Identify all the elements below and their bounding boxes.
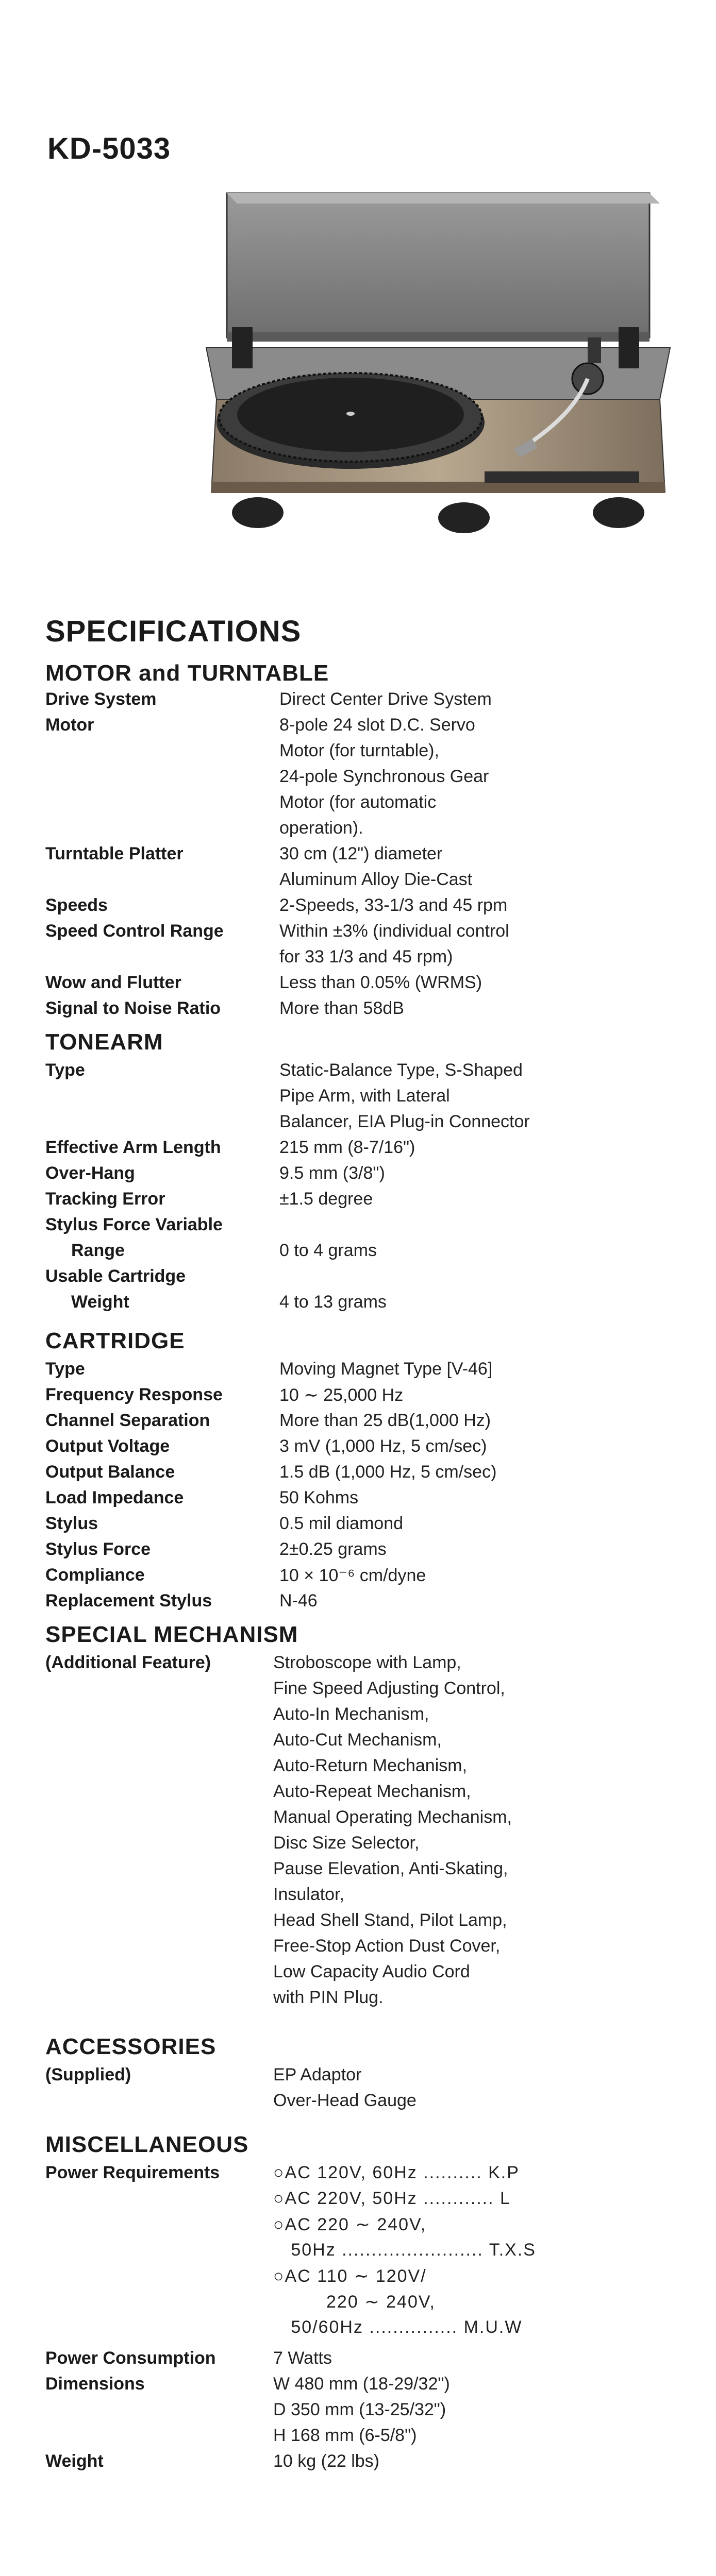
platter (217, 373, 485, 469)
accessory-line (0, 2091, 716, 2116)
spec-value: N-46 (279, 1591, 318, 1611)
spec-label: Type (45, 1359, 85, 1379)
power-line (0, 2292, 716, 2317)
spec-value: Auto-Return Mechanism, (273, 1756, 468, 1775)
spec-row-wow-flutter (0, 973, 716, 998)
spec-label: Dimensions (45, 2374, 145, 2394)
foot-right (593, 497, 644, 528)
spec-row-stylus-force-variable (0, 1215, 716, 1241)
spec-value: Stroboscope with Lamp, (273, 1653, 461, 1672)
feature-line (0, 1988, 716, 2013)
cartridge-heading: CARTRIDGE (45, 1328, 185, 1353)
spec-row-motor-cont (0, 767, 716, 792)
spec-row-usable-cartridge-weight (0, 1292, 716, 1318)
spec-label: Speeds (45, 895, 108, 915)
spec-label: Frequency Response (45, 1385, 223, 1404)
spec-value: Auto-In Mechanism, (273, 1704, 429, 1724)
spec-value: 50 Kohms (279, 1488, 359, 1507)
power-line (0, 2240, 716, 2266)
spec-label: Channel Separation (45, 1411, 210, 1430)
spec-value: 3 mV (1,000 Hz, 5 cm/sec) (279, 1436, 487, 1456)
spec-label: Motor (45, 715, 94, 735)
spec-row-output-balance (0, 1462, 716, 1488)
spec-value: Less than 0.05% (WRMS) (279, 973, 482, 992)
spec-value: Motor (for turntable), (279, 741, 439, 760)
spec-label: Wow and Flutter (45, 973, 181, 992)
spec-value: More than 58dB (279, 998, 404, 1018)
spec-label: Power Consumption (45, 2348, 216, 2368)
hinge-right (619, 327, 639, 368)
spec-value: 8-pole 24 slot D.C. Servo (279, 715, 475, 735)
spec-row-snr (0, 998, 716, 1024)
accessories-heading: ACCESSORIES (45, 2034, 217, 2059)
spec-value: for 33 1/3 and 45 rpm) (279, 947, 453, 967)
spec-value: Free-Stop Action Dust Cover, (273, 1936, 501, 1956)
spec-value: with PIN Plug. (273, 1988, 384, 2007)
spec-label: Over-Hang (45, 1163, 135, 1183)
spec-row-effective-arm (0, 1138, 716, 1163)
spec-value: ○AC 110 ∼ 120V/ (273, 2266, 427, 2286)
feature-line (0, 1885, 716, 1910)
spec-value: Low Capacity Audio Cord (273, 1962, 470, 1981)
spec-row-motor-cont (0, 792, 716, 818)
power-line (0, 2317, 716, 2343)
feature-line (0, 1782, 716, 1807)
spec-value: Auto-Cut Mechanism, (273, 1730, 442, 1750)
spec-row-motor-cont (0, 741, 716, 767)
spec-value: 215 mm (8-7/16") (279, 1138, 415, 1157)
spec-label: (Additional Feature) (45, 1653, 211, 1672)
spec-label: Replacement Stylus (45, 1591, 212, 1611)
spec-value: 10 ∼ 25,000 Hz (279, 1385, 404, 1405)
spec-value: 10 kg (22 lbs) (273, 2451, 379, 2471)
spec-row-tonearm-type (0, 1060, 716, 1086)
feature-line (0, 1807, 716, 1833)
spec-row-tonearm-type-cont (0, 1112, 716, 1138)
dust-cover (227, 193, 660, 342)
spec-label: Effective Arm Length (45, 1138, 221, 1157)
spec-value: 24-pole Synchronous Gear (279, 767, 489, 786)
spec-value: ±1.5 degree (279, 1189, 373, 1209)
feature-line (0, 1910, 716, 1936)
foot-left (232, 497, 284, 528)
spec-label: (Supplied) (45, 2065, 131, 2084)
spec-value: Over-Head Gauge (273, 2091, 417, 2110)
spec-row-platter-cont (0, 870, 716, 895)
feature-line (0, 1936, 716, 1962)
spec-row-load-impedance (0, 1488, 716, 1514)
hinge-left (232, 327, 253, 368)
spec-value: 2±0.25 grams (279, 1539, 387, 1559)
foot-front (438, 502, 490, 533)
spec-value: Pause Elevation, Anti-Skating, (273, 1859, 508, 1878)
control-strip (485, 471, 639, 483)
spec-label: Tracking Error (45, 1189, 165, 1209)
spec-value: Manual Operating Mechanism, (273, 1807, 512, 1827)
spec-row-stylus-force-range (0, 1241, 716, 1266)
spec-value: Aluminum Alloy Die-Cast (279, 870, 473, 889)
spec-label: Stylus Force (45, 1539, 151, 1559)
feature-line (0, 1756, 716, 1782)
special-mechanism-heading: SPECIAL MECHANISM (45, 1622, 298, 1647)
spec-row-tonearm-type-cont (0, 1086, 716, 1112)
spec-value: ○AC 120V, 60Hz .......... K.P (273, 2163, 520, 2182)
feature-line (0, 1833, 716, 1859)
power-line (0, 2189, 716, 2214)
spec-label: Load Impedance (45, 1488, 184, 1507)
spec-label: Power Requirements (45, 2163, 220, 2182)
spec-value: More than 25 dB(1,000 Hz) (279, 1411, 491, 1430)
spec-row-stylus-force (0, 1539, 716, 1565)
feature-line (0, 1679, 716, 1704)
spec-value: 220 ∼ 240V, (273, 2292, 436, 2312)
spec-value: ○AC 220V, 50Hz ............ L (273, 2189, 511, 2208)
spec-label: Weight (45, 2451, 104, 2471)
spec-value: 30 cm (12") diameter (279, 844, 443, 863)
turntable-photo (196, 183, 680, 574)
power-line (0, 2266, 716, 2292)
spec-value: 9.5 mm (3/8") (279, 1163, 385, 1183)
spec-value: Direct Center Drive System (279, 689, 492, 709)
spec-value: Balancer, EIA Plug-in Connector (279, 1112, 530, 1131)
spec-label: Speed Control Range (45, 921, 224, 941)
spec-value: 10 × 10⁻⁶ cm/dyne (279, 1566, 426, 1585)
spec-row-output-voltage (0, 1436, 716, 1462)
spec-value: Motor (for automatic (279, 792, 437, 812)
spec-value: ○AC 220 ∼ 240V, (273, 2215, 427, 2234)
spec-row-overhang (0, 1163, 716, 1189)
spec-row-additional-feature (0, 1653, 716, 1679)
spec-label: Weight (71, 1292, 129, 1312)
spec-value: 7 Watts (273, 2348, 332, 2368)
spec-row-weight (0, 2451, 716, 2477)
dimension-line (0, 2426, 716, 2451)
spec-label: Drive System (45, 689, 157, 709)
spec-value: 1.5 dB (1,000 Hz, 5 cm/sec) (279, 1462, 497, 1482)
spec-value: EP Adaptor (273, 2065, 362, 2084)
spec-value: Fine Speed Adjusting Control, (273, 1679, 505, 1698)
spec-value: 0.5 mil diamond (279, 1514, 404, 1533)
spec-row-speed-control-cont (0, 947, 716, 973)
spec-label: Usable Cartridge (45, 1266, 186, 1286)
spec-row-motor (0, 715, 716, 741)
spec-row-channel-separation (0, 1411, 716, 1436)
spec-value: Insulator, (273, 1885, 344, 1904)
spec-value: Pipe Arm, with Lateral (279, 1086, 450, 1106)
spec-value: 50/60Hz ............... M.U.W (273, 2317, 523, 2337)
spec-label: Output Balance (45, 1462, 175, 1482)
spec-label: Stylus Force Variable (45, 1215, 223, 1234)
spec-row-tracking-error (0, 1189, 716, 1215)
spec-value: W 480 mm (18-29/32") (273, 2374, 450, 2394)
spec-value: 2-Speeds, 33-1/3 and 45 rpm (279, 895, 508, 915)
feature-line (0, 1962, 716, 1988)
spec-value: 4 to 13 grams (279, 1292, 387, 1312)
spec-label: Output Voltage (45, 1436, 170, 1456)
spec-row-dimensions (0, 2374, 716, 2400)
spec-value: 50Hz ........................ T.X.S (273, 2240, 536, 2260)
spec-value: Auto-Repeat Mechanism, (273, 1782, 471, 1801)
specifications-heading: SPECIFICATIONS (45, 615, 302, 648)
spec-label: Signal to Noise Ratio (45, 998, 221, 1018)
power-line (0, 2214, 716, 2240)
spec-value: D 350 mm (13-25/32") (273, 2400, 446, 2419)
spec-row-compliance (0, 1565, 716, 1591)
spec-row-cartridge-type (0, 1359, 716, 1385)
spec-label: Stylus (45, 1514, 98, 1533)
spec-value: Within ±3% (individual control (279, 921, 509, 941)
spec-value: H 168 mm (6-5/8") (273, 2426, 417, 2445)
spec-label: Type (45, 1060, 85, 1080)
model-title: KD-5033 (47, 132, 171, 165)
spec-row-replacement-stylus (0, 1591, 716, 1617)
tonearm-heading: TONEARM (45, 1029, 163, 1055)
spec-value: operation). (279, 818, 363, 838)
spec-label: Compliance (45, 1565, 145, 1585)
spec-row-stylus (0, 1514, 716, 1539)
spec-row-turntable-platter (0, 844, 716, 870)
spec-value: Static-Balance Type, S-Shaped (279, 1060, 523, 1080)
spec-row-power-consumption (0, 2348, 716, 2374)
spec-value: 0 to 4 grams (279, 1241, 377, 1260)
spec-row-frequency-response (0, 1385, 716, 1411)
spec-label: Turntable Platter (45, 844, 184, 863)
spec-row-drive-system (0, 689, 716, 715)
feature-line (0, 1859, 716, 1885)
spec-row-motor-cont (0, 818, 716, 844)
spec-row-speed-control (0, 921, 716, 947)
feature-line (0, 1730, 716, 1756)
spec-value: Head Shell Stand, Pilot Lamp, (273, 1910, 507, 1930)
spec-value: Disc Size Selector, (273, 1833, 420, 1853)
spec-row-power-requirements (0, 2163, 716, 2189)
spec-row-usable-cartridge (0, 1266, 716, 1292)
motor-turntable-heading: MOTOR and TURNTABLE (45, 660, 329, 686)
spec-value: Moving Magnet Type [V-46] (279, 1359, 493, 1379)
dimension-line (0, 2400, 716, 2426)
spec-label: Range (71, 1241, 125, 1260)
feature-line (0, 1704, 716, 1730)
spec-row-speeds (0, 895, 716, 921)
miscellaneous-heading: MISCELLANEOUS (45, 2132, 249, 2157)
spec-row-supplied (0, 2065, 716, 2091)
